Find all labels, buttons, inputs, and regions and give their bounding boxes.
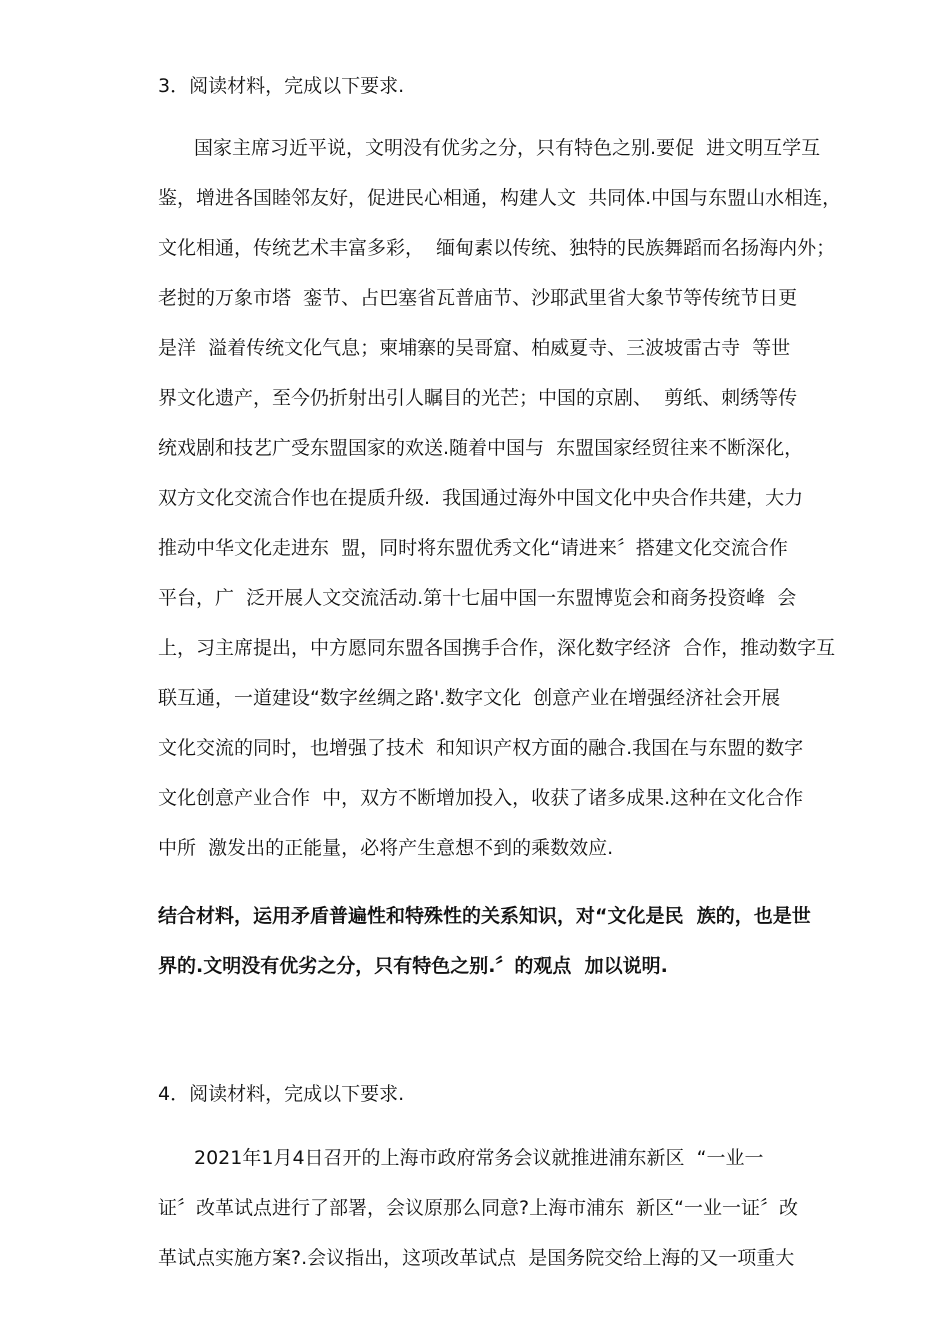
q3-question-line-1: 结合材料，运用矛盾普遍性和特殊性的关系知识，对“文化是民 族的，也是世 bbox=[158, 905, 811, 927]
q3-line-14: 文化创意产业合作 中，双方不断增加投入，收获了诸多成果.这种在文化合作 bbox=[158, 787, 804, 809]
q3-line-5: 是洋 溢着传统文化气息；柬埔寨的吴哥窟、柏威夏寺、三波坡雷古寺 等世 bbox=[158, 337, 791, 359]
q3-line-2: 鉴，增进各国睦邻友好，促进民心相通，构建人文 共同体.中国与东盟山水相连， bbox=[158, 187, 842, 209]
q3-line-12: 联互通，一道建设“数字丝绸之路'.数字文化 创意产业在增强经济社会开展 bbox=[158, 687, 781, 709]
q3-line-11: 上，习主席提出，中方愿同东盟各国携手合作，深化数字经济 合作，推动数字互 bbox=[158, 637, 836, 659]
q4-line-2: 证〞改革试点进行了部署，会议原那么同意?上海市浦东 新区“一业一证〞改 bbox=[158, 1197, 799, 1219]
q3-line-3: 文化相通，传统艺术丰富多彩， 缅甸素以传统、独特的民族舞蹈而名扬海内外； bbox=[158, 237, 836, 259]
q4-line-1: 2021年1月4日召开的上海市政府常务会议就推进浦东新区 “一业一 bbox=[194, 1147, 764, 1169]
q3-heading: 3．阅读材料，完成以下要求. bbox=[158, 75, 405, 97]
q3-line-10: 平台，广 泛开展人文交流活动.第十七届中国一东盟博览会和商务投资峰 会 bbox=[158, 587, 797, 609]
q3-line-6: 界文化遗产，至今仍折射出引人瞩目的光芒；中国的京剧、 剪纸、刺绣等传 bbox=[158, 387, 798, 409]
q3-line-4: 老挝的万象市塔 銮节、占巴塞省瓦普庙节、沙耶武里省大象节等传统节日更 bbox=[158, 287, 798, 309]
q3-line-13: 文化交流的同时，也增强了技术 和知识产权方面的融合.我国在与东盟的数字 bbox=[158, 737, 804, 759]
q3-question-line-2: 界的.文明没有优劣之分，只有特色之别.〞的观点 加以说明. bbox=[158, 955, 668, 977]
q3-line-9: 推动中华文化走进东 盟，同时将东盟优秀文化“请进来〞搭建文化交流合作 bbox=[158, 537, 788, 559]
q3-line-15: 中所 激发出的正能量，必将产生意想不到的乘数效应. bbox=[158, 837, 614, 859]
q3-line-7: 统戏剧和技艺广受东盟国家的欢送.随着中国与 东盟国家经贸往来不断深化， bbox=[158, 437, 804, 459]
q3-line-8: 双方文化交流合作也在提质升级. 我国通过海外中国文化中央合作共建，大力 bbox=[158, 487, 804, 509]
q4-heading: 4．阅读材料，完成以下要求. bbox=[158, 1083, 405, 1105]
q3-line-1: 国家主席习近平说，文明没有优劣之分，只有特色之别.要促 进文明互学互 bbox=[194, 137, 821, 159]
q4-line-3: 革试点实施方案?.会议指出，这项改革试点 是国务院交给上海的又一项重大 bbox=[158, 1247, 795, 1269]
